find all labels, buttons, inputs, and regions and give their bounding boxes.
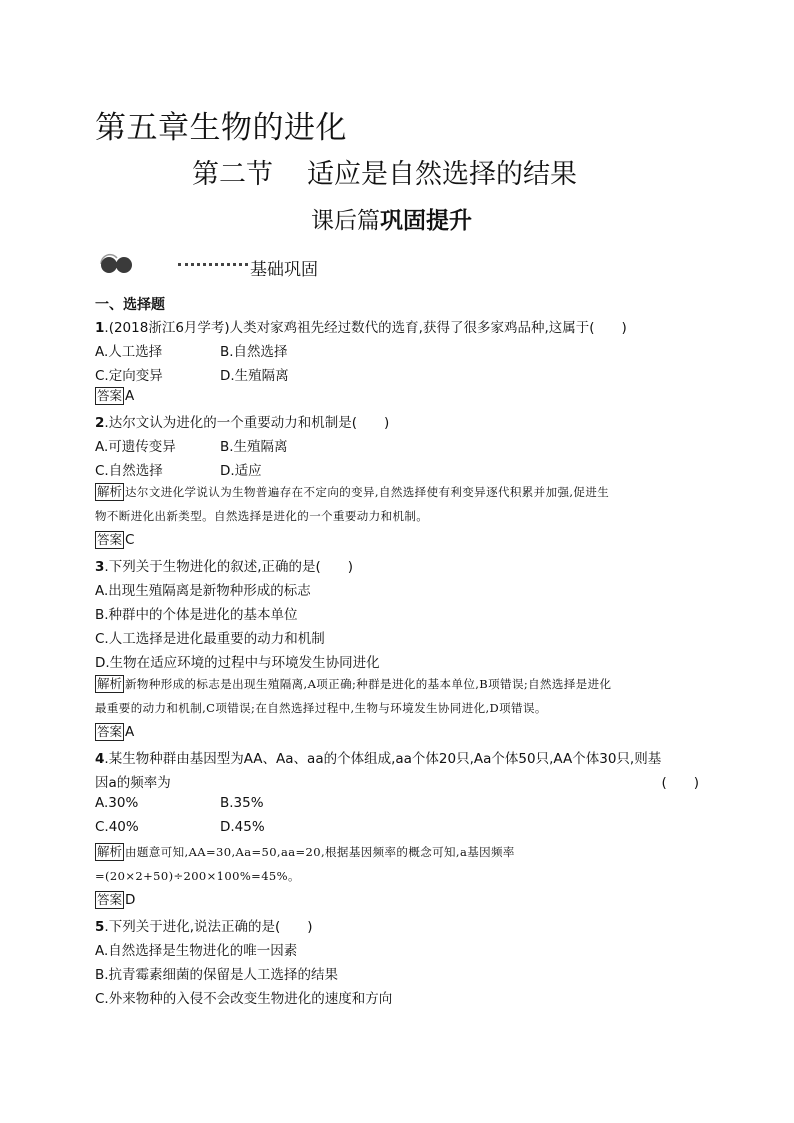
analysis-text: 由题意可知,AA=30,Aa=50,aa=20,根据基因频率的概念可知,a基因频率 [125,845,515,859]
q3-option-a: A.出现生殖隔离是新物种形成的标志 [95,583,311,599]
question-2-stem [95,411,389,431]
question-5-stem [95,915,313,935]
option-a: A.人工选择 [95,344,163,360]
question-text: 因a的频率为 [95,775,171,791]
question-1-stem [95,316,627,336]
q3-answer [95,723,134,741]
subtitle [311,202,472,235]
question-number: 1 [95,320,105,336]
analysis-tag: 解析 [97,484,123,499]
question-3-stem [95,555,353,575]
q1-options-row-2 [95,364,289,384]
answer-tag: 答案 [97,892,123,907]
option-c: C.40% [95,819,139,835]
q2-options-row-1 [95,435,288,455]
q3-analysis-line-1 [95,675,611,693]
q2-analysis-line-2 [95,508,428,524]
q3-option-d: D.生物在适应环境的过程中与环境发生协同进化 [95,655,380,671]
q4-options-row-1 [95,795,264,811]
subtitle-light: 课后篇 [311,208,380,234]
answer-value: D [125,892,136,908]
answer-value: A [125,388,135,404]
question-text: .某生物种群由基因型为AA、Aa、aa的个体组成,aa个体20只,Aa个体50只,AA个体30只,则基 [104,751,662,767]
analysis-text: 物不断进化出新类型。自然选择是进化的一个重要动力和机制。 [95,509,429,523]
question-number: 2 [95,415,105,431]
option-b: B.生殖隔离 [220,439,288,455]
q3-analysis-line-2 [95,700,547,716]
question-text: .下列关于生物进化的叙述,正确的是( ) [104,559,354,575]
question-text: .(2018浙江6月学考)人类对家鸡祖先经过数代的选育,获得了很多家鸡品种,这属于( ) [104,320,627,336]
q4-answer [95,891,135,909]
option-a: A.可遗传变异 [95,439,176,455]
q2-analysis-line-1 [95,483,609,501]
q5-option-a: A.自然选择是生物进化的唯一因素 [95,943,298,959]
option-c: C.自然选择 [95,463,163,479]
q4-analysis-line-2 [95,868,300,884]
q5-option-b: B.抗青霉素细菌的保留是人工选择的结果 [95,967,339,983]
analysis-tag: 解析 [97,676,123,691]
answer-tag: 答案 [97,724,123,739]
chapter-title: 第五章生物的进化 [95,110,347,146]
analysis-tag: 解析 [97,844,123,859]
band-label: 基础巩固 [250,260,318,280]
section-name: 适应是自然选择的结果 [307,159,577,190]
question-number: 3 [95,559,105,575]
answer-tag: 答案 [97,388,123,403]
answer-value: C [125,532,135,548]
section-logo-icon [97,252,137,274]
option-c: C.定向变异 [95,368,163,384]
q5-option-c: C.外来物种的入侵不会改变生物进化的速度和方向 [95,991,393,1007]
option-d: D.生殖隔离 [220,368,289,384]
question-text: .下列关于进化,说法正确的是( ) [104,919,313,935]
q4-analysis-line-1 [95,843,515,861]
q1-options-row-1 [95,340,288,360]
answer-value: A [125,724,135,740]
q4-options-row-2 [95,819,265,835]
analysis-text: =(20×2+50)÷200×100%=45%。 [95,869,300,883]
question-number: 4 [95,751,105,767]
q2-options-row-2 [95,459,262,479]
answer-parenthesis: ( ) [661,775,699,791]
subtitle-bold: 巩固提升 [380,208,472,234]
q3-option-b: B.种群中的个体是进化的基本单位 [95,607,298,623]
dotted-divider [178,263,248,266]
option-b: B.35% [220,795,264,811]
q2-answer [95,531,134,549]
q3-option-c: C.人工选择是进化最重要的动力和机制 [95,631,325,647]
q1-answer [95,387,134,405]
analysis-text: 新物种形成的标志是出现生殖隔离,A项正确;种群是进化的基本单位,B项错误;自然选择是进化 [125,677,612,691]
question-text: .达尔文认为进化的一个重要动力和机制是( ) [104,415,390,431]
question-4-stem-line-2 [95,771,699,791]
option-d: D.45% [220,819,265,835]
option-b: B.自然选择 [220,344,288,360]
option-a: A.30% [95,795,139,811]
option-d: D.适应 [220,463,262,479]
section-number: 第二节 [192,159,273,190]
analysis-text: 最重要的动力和机制,C项错误;在自然选择过程中,生物与环境发生协同进化,D项错误。 [95,701,547,715]
question-number: 5 [95,919,105,935]
section-title [192,152,577,191]
question-4-stem [95,747,661,767]
part-heading: 一、选择题 [95,297,165,313]
answer-tag: 答案 [97,532,123,547]
analysis-text: 达尔文进化学说认为生物普遍存在不定向的变异,自然选择使有利变异逐代积累并加强,促进生 [125,485,610,499]
